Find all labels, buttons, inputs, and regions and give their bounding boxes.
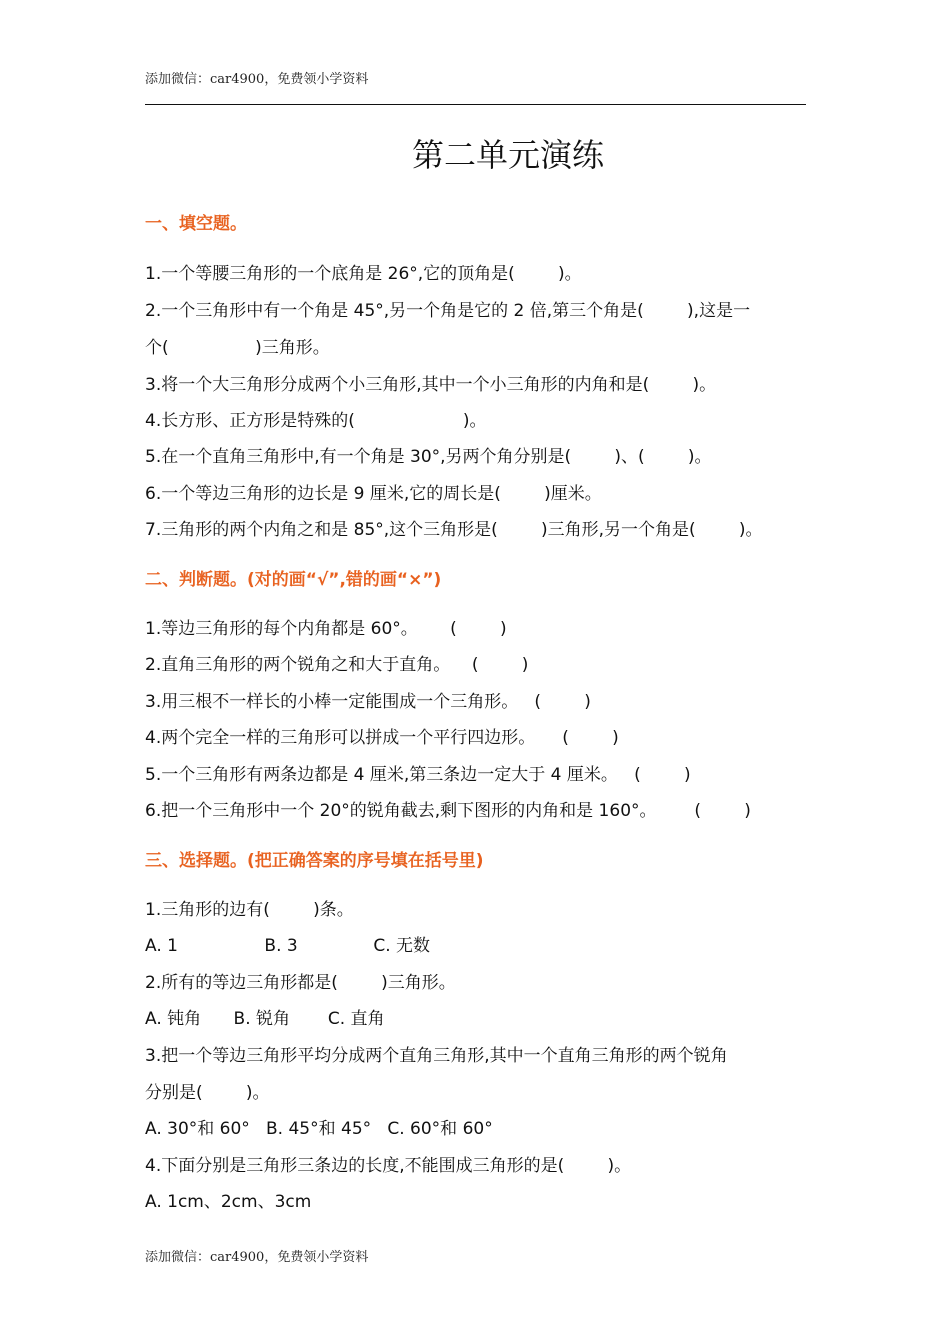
question-line: 6.把一个三角形中一个 20°的锐角截去,剩下图形的内角和是 160°。 ( )	[145, 801, 751, 821]
question-line: 3.把一个等边三角形平均分成两个直角三角形,其中一个直角三角形的两个锐角	[145, 1046, 728, 1066]
question-line: 1.等边三角形的每个内角都是 60°。 ( )	[145, 619, 507, 639]
question-line: 2.直角三角形的两个锐角之和大于直角。 ( )	[145, 655, 529, 675]
section-heading-true-false: 二、判断题。(对的画“√”,错的画“×”)	[145, 570, 442, 590]
question-line: 3.将一个大三角形分成两个小三角形,其中一个小三角形的内角和是( )。	[145, 375, 717, 395]
question-line: 4.长方形、正方形是特殊的( )。	[145, 411, 487, 431]
question-line: 1.一个等腰三角形的一个底角是 26°,它的顶角是( )。	[145, 264, 582, 284]
question-line: 7.三角形的两个内角之和是 85°,这个三角形是( )三角形,另一个角是( )。	[145, 520, 763, 540]
header-note: 添加微信：car4900，免费领小学资料	[145, 72, 369, 87]
section-heading-multiple-choice: 三、选择题。(把正确答案的序号填在括号里)	[145, 851, 484, 871]
question-line: 5.在一个直角三角形中,有一个角是 30°,另两个角分别是( )、( )。	[145, 447, 712, 467]
question-line: 2.一个三角形中有一个角是 45°,另一个角是它的 2 倍,第三个角是( ),这是一	[145, 301, 751, 321]
answer-options: A. 钝角 B. 锐角 C. 直角	[145, 1009, 385, 1029]
question-line: 2.所有的等边三角形都是( )三角形。	[145, 973, 456, 993]
question-line: 4.两个完全一样的三角形可以拼成一个平行四边形。 ( )	[145, 728, 619, 748]
question-line: 4.下面分别是三角形三条边的长度,不能围成三角形的是( )。	[145, 1156, 632, 1176]
page-title: 第二单元演练	[411, 136, 604, 174]
answer-options: A. 30°和 60° B. 45°和 45° C. 60°和 60°	[145, 1119, 493, 1139]
question-line: 1.三角形的边有( )条。	[145, 900, 354, 920]
question-line: 分别是( )。	[145, 1083, 270, 1103]
question-line: 3.用三根不一样长的小棒一定能围成一个三角形。 ( )	[145, 692, 591, 712]
question-line: 5.一个三角形有两条边都是 4 厘米,第三条边一定大于 4 厘米。 ( )	[145, 765, 691, 785]
header-divider	[145, 104, 806, 105]
question-line: 个( )三角形。	[145, 338, 330, 358]
answer-options: A. 1 B. 3 C. 无数	[145, 936, 431, 956]
answer-options: A. 1cm、2cm、3cm	[145, 1192, 312, 1212]
section-heading-fill-blank: 一、填空题。	[145, 214, 247, 234]
footer-note: 添加微信：car4900，免费领小学资料	[145, 1250, 369, 1265]
question-line: 6.一个等边三角形的边长是 9 厘米,它的周长是( )厘米。	[145, 484, 602, 504]
